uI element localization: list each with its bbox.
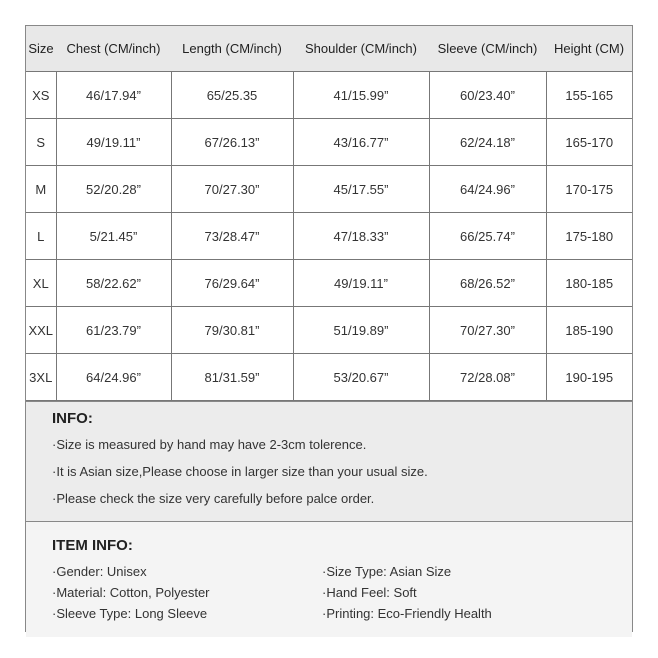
table-cell: 58/22.62”	[56, 260, 171, 307]
table-cell: 155-165	[546, 72, 632, 119]
table-cell: 175-180	[546, 213, 632, 260]
table-cell: 64/24.96”	[429, 166, 546, 213]
table-cell: 47/18.33”	[293, 213, 429, 260]
table-cell: 67/26.13”	[171, 119, 293, 166]
info-section	[26, 401, 632, 521]
table-cell: 190-195	[546, 354, 632, 401]
header-cell: Size	[26, 26, 56, 72]
table-row	[26, 72, 632, 119]
table-cell: 3XL	[26, 354, 56, 401]
table-cell: 72/28.08”	[429, 354, 546, 401]
info-line: ·Size is measured by hand may have 2-3cm tolerence.	[52, 437, 367, 452]
table-cell: 65/25.35	[171, 72, 293, 119]
header-cell: Length (CM/inch)	[171, 26, 293, 72]
item-info-entry: ·Hand Feel: Soft	[322, 585, 417, 600]
item-info-entry: ·Size Type: Asian Size	[322, 564, 452, 579]
table-row	[26, 354, 632, 401]
info-title: INFO:	[52, 410, 93, 427]
table-cell: XS	[26, 72, 56, 119]
table-cell: 64/24.96”	[56, 354, 171, 401]
header-cell: Shoulder (CM/inch)	[293, 26, 429, 72]
table-cell: 43/16.77”	[293, 119, 429, 166]
item-info-title: ITEM INFO:	[52, 537, 133, 554]
table-cell: 49/19.11”	[293, 260, 429, 307]
table-cell: 73/28.47”	[171, 213, 293, 260]
table-cell: XXL	[26, 307, 56, 354]
size-table	[26, 26, 632, 401]
info-line: ·Please check the size very carefully before palce order.	[52, 491, 375, 506]
table-cell: M	[26, 166, 56, 213]
item-info-entry: ·Sleeve Type: Long Sleeve	[52, 606, 208, 621]
table-cell: 49/19.11”	[56, 119, 171, 166]
size-chart	[25, 25, 633, 632]
item-info-entry: ·Gender: Unisex	[52, 564, 147, 579]
table-cell: 61/23.79”	[56, 307, 171, 354]
table-row	[26, 119, 632, 166]
table-row	[26, 213, 632, 260]
table-cell: 51/19.89”	[293, 307, 429, 354]
header-cell: Height (CM)	[546, 26, 632, 72]
table-cell: 180-185	[546, 260, 632, 307]
table-cell: 68/26.52”	[429, 260, 546, 307]
table-cell: 46/17.94”	[56, 72, 171, 119]
item-info-entry: ·Printing: Eco-Friendly Health	[322, 606, 492, 621]
table-cell: 60/23.40”	[429, 72, 546, 119]
header-cell: Chest (CM/inch)	[56, 26, 171, 72]
table-cell: S	[26, 119, 56, 166]
table-cell: 76/29.64”	[171, 260, 293, 307]
item-info-section	[26, 521, 632, 637]
table-cell: 41/15.99”	[293, 72, 429, 119]
table-cell: XL	[26, 260, 56, 307]
table-cell: 81/31.59”	[171, 354, 293, 401]
table-cell: 70/27.30”	[429, 307, 546, 354]
table-header-row	[26, 26, 632, 72]
table-cell: 53/20.67”	[293, 354, 429, 401]
table-cell: 66/25.74”	[429, 213, 546, 260]
header-cell: Sleeve (CM/inch)	[429, 26, 546, 72]
info-line: ·It is Asian size,Please choose in larger size than your usual size.	[52, 464, 428, 479]
table-cell: 79/30.81”	[171, 307, 293, 354]
table-cell: 165-170	[546, 119, 632, 166]
table-cell: 62/24.18”	[429, 119, 546, 166]
table-cell: 45/17.55”	[293, 166, 429, 213]
table-cell: L	[26, 213, 56, 260]
table-row	[26, 166, 632, 213]
table-cell: 5/21.45”	[56, 213, 171, 260]
item-info-entry: ·Material: Cotton, Polyester	[52, 585, 210, 600]
table-cell: 170-175	[546, 166, 632, 213]
table-row	[26, 260, 632, 307]
table-cell: 52/20.28”	[56, 166, 171, 213]
table-cell: 185-190	[546, 307, 632, 354]
table-cell: 70/27.30”	[171, 166, 293, 213]
table-row	[26, 307, 632, 354]
